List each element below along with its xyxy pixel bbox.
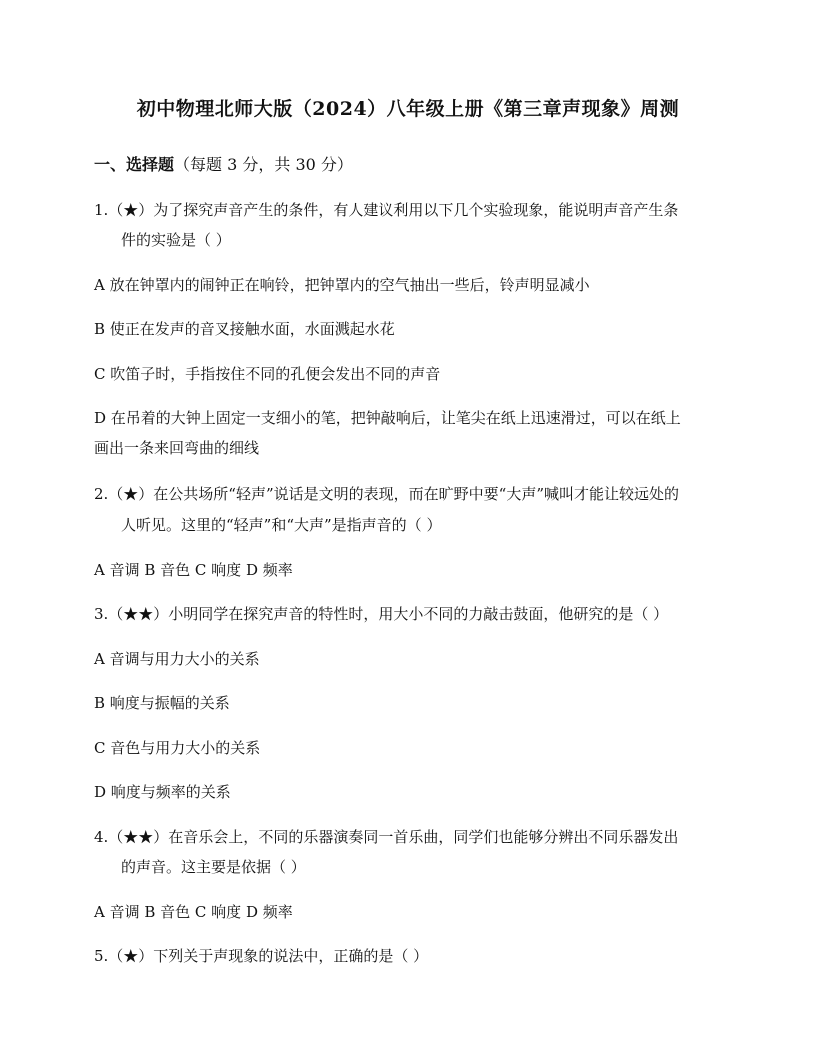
question-3-option-b: B 响度与振幅的关系 [94, 694, 230, 712]
section-scoring-note: （每题 3 分，共 30 分） [174, 155, 353, 174]
question-3-stem: 3.（★★）小明同学在探究声音的特性时，用大小不同的力敲击鼓面，他研究的是（ ） [94, 605, 669, 623]
question-3-option-d: D 响度与频率的关系 [94, 783, 231, 801]
question-1-option-c: C 吹笛子时，手指按住不同的孔便会发出不同的声音 [94, 365, 441, 383]
section-heading-label: 一、选择题 [94, 155, 175, 174]
question-3-option-c: C 音色与用力大小的关系 [94, 739, 261, 757]
question-4-stem-line-1: 4.（★★）在音乐会上，不同的乐器演奏同一首乐曲，同学们也能够分辨出不同乐器发出 [94, 828, 679, 846]
question-1-option-b: B 使正在发声的音叉接触水面，水面溅起水花 [94, 320, 395, 338]
question-2-stem-line-1: 2.（★）在公共场所“轻声”说话是文明的表现，而在旷野中要“大声”喊叫才能让较远处的 [94, 485, 679, 503]
question-2-options: A 音调 B 音色 C 响度 D 频率 [94, 561, 293, 579]
question-5-stem: 5.（★）下列关于声现象的说法中，正确的是（ ） [94, 947, 429, 965]
question-1-stem-line-2: 件的实验是（ ） [121, 231, 231, 249]
question-1-option-a: A 放在钟罩内的闹钟正在响铃，把钟罩内的空气抽出一些后，铃声明显减小 [94, 276, 590, 294]
question-4-options: A 音调 B 音色 C 响度 D 频率 [94, 903, 293, 921]
question-1-option-d-line-1: D 在吊着的大钟上固定一支细小的笔，把钟敲响后，让笔尖在纸上迅速滑过，可以在纸上 [94, 409, 681, 427]
section-heading [94, 152, 353, 175]
question-2-stem-line-2: 人听见。这里的“轻声”和“大声”是指声音的（ ） [121, 516, 442, 534]
document-title: 初中物理北师大版（2024）八年级上册《第三章声现象》周测 [136, 98, 680, 120]
question-4-stem-line-2: 的声音。这主要是依据（ ） [121, 858, 306, 876]
question-1-option-d-line-2: 画出一条来回弯曲的细线 [94, 439, 260, 457]
question-1-stem-line-1: 1.（★）为了探究声音产生的条件，有人建议利用以下几个实验现象，能说明声音产生条 [94, 201, 679, 219]
question-3-option-a: A 音调与用力大小的关系 [94, 650, 260, 668]
